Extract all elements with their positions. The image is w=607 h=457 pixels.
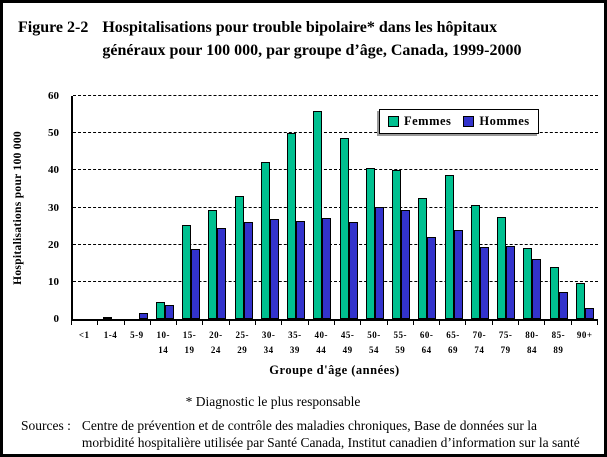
bar-femmes-15-19 xyxy=(182,225,191,319)
x-tick-label-70-74: 70- 74 xyxy=(472,330,487,355)
x-tick-label-50-54: 50- 54 xyxy=(367,330,381,355)
x-tick-label-15-19: 15- 19 xyxy=(182,330,197,355)
y-tick-label-60: 60 xyxy=(48,90,59,102)
bar-femmes-40-44 xyxy=(313,111,322,319)
bar-hommes-90+ xyxy=(585,308,594,319)
sources-label: Sources : xyxy=(21,418,71,433)
footnote: * Diagnostic le plus responsable xyxy=(185,394,361,409)
bar-group-30-34 xyxy=(257,162,283,319)
bar-group-40-44 xyxy=(309,111,335,319)
x-tick-90+ xyxy=(572,321,598,325)
y-tick-label-50: 50 xyxy=(48,127,59,140)
bar-hommes-15-19 xyxy=(191,249,200,319)
bar-femmes-1-4 xyxy=(103,317,112,319)
x-tick-label-55-59: 55- 59 xyxy=(393,330,408,355)
bar-group-65-69 xyxy=(441,175,467,319)
bar-group-<1 xyxy=(73,317,99,319)
x-tick-label-65-69: 65- 69 xyxy=(446,330,460,355)
bar-hommes-40-44 xyxy=(322,218,331,319)
bar-group-80-84 xyxy=(519,248,545,319)
x-tick-20-24 xyxy=(203,321,229,325)
x-tick-label-60-64: 60- 64 xyxy=(419,330,434,355)
bar-femmes-75-79 xyxy=(497,217,506,319)
sources-text: Centre de prévention et de contrôle des maladies chroniques, Base de données sur la morbidité hospitalière utilisée par Santé Canada, Institut canadien d’information sur la santé xyxy=(81,418,580,451)
figure-title-line-2: généraux pour 100 000, par groupe d’âge, Canada, 1999-2000 xyxy=(102,42,522,60)
x-tick-50-54 xyxy=(361,321,387,325)
bar-femmes-25-29 xyxy=(235,196,244,319)
bar-group-20-24 xyxy=(204,210,230,319)
bar-hommes-25-29 xyxy=(244,222,253,319)
x-tick-70-74 xyxy=(466,321,492,325)
bar-group-5-9 xyxy=(126,313,152,319)
bar-hommes-35-39 xyxy=(296,221,305,319)
title-block xyxy=(18,16,522,62)
x-tick-label-<1: <1 xyxy=(78,330,90,340)
legend-label-hommes: Hommes xyxy=(479,114,530,128)
x-tick-label-5-9: 5-9 xyxy=(130,330,144,340)
x-tick-<1 xyxy=(71,321,98,325)
figure-title-line-1: Hospitalisations pour trouble bipolaire* dans les hôpitaux xyxy=(102,19,498,36)
x-tick-label-40-44: 40- 44 xyxy=(314,330,329,355)
legend xyxy=(379,109,539,134)
legend-label-femmes: Femmes xyxy=(404,114,452,128)
legend-swatch-hommes xyxy=(463,116,474,127)
x-tick-label-75-79: 75- 79 xyxy=(498,330,513,355)
bar-hommes-55-59 xyxy=(401,210,410,319)
bar-hommes-80-84 xyxy=(532,259,541,319)
bar-group-15-19 xyxy=(178,225,204,319)
bar-group-1-4 xyxy=(99,317,125,319)
bar-femmes-35-39 xyxy=(287,133,296,319)
x-tick-label-1-4: 1-4 xyxy=(103,330,118,340)
bar-group-90+ xyxy=(572,283,598,319)
x-tick-label-20-24: 20- 24 xyxy=(209,330,223,355)
bar-femmes-20-24 xyxy=(208,210,217,319)
x-tick-5-9 xyxy=(125,321,151,325)
x-tick-label-90+: 90+ xyxy=(576,330,593,340)
x-tick-1-4 xyxy=(98,321,124,325)
x-axis-ticks xyxy=(71,321,598,325)
y-tick-label-0: 0 xyxy=(53,313,59,325)
x-tick-label-30-34: 30- 34 xyxy=(261,330,276,355)
x-tick-label-25-29: 25- 29 xyxy=(235,330,249,355)
bar-femmes-50-54 xyxy=(366,168,375,319)
bar-hommes-20-24 xyxy=(217,228,226,319)
bar-hommes-30-34 xyxy=(270,219,279,319)
bar-femmes-30-34 xyxy=(261,162,270,319)
x-tick-45-49 xyxy=(335,321,361,325)
bar-group-45-49 xyxy=(336,138,362,319)
bar-group-50-54 xyxy=(362,168,388,319)
plot-area xyxy=(48,90,598,325)
bar-hommes-75-79 xyxy=(506,246,515,319)
x-axis-title: Groupe d'âge (années) xyxy=(269,363,400,377)
sources-block xyxy=(21,417,582,452)
x-tick-35-39 xyxy=(282,321,308,325)
bar-hommes-85-89 xyxy=(559,292,568,320)
bar-hommes-65-69 xyxy=(454,230,463,319)
x-tick-80-84 xyxy=(519,321,545,325)
bar-group-35-39 xyxy=(283,133,309,319)
bar-group-75-79 xyxy=(493,217,519,319)
bar-femmes-70-74 xyxy=(471,205,480,319)
x-tick-65-69 xyxy=(440,321,466,325)
y-tick-label-20: 20 xyxy=(48,238,59,251)
bar-hommes-60-64 xyxy=(427,237,436,319)
y-tick-label-40: 40 xyxy=(48,164,59,177)
bar-group-85-89 xyxy=(546,267,572,319)
legend-item-hommes xyxy=(463,114,529,129)
bar-group-25-29 xyxy=(231,196,257,319)
bar-femmes-60-64 xyxy=(418,198,427,319)
x-tick-40-44 xyxy=(309,321,335,325)
bar-group-70-74 xyxy=(467,205,493,319)
bar-group-55-59 xyxy=(388,170,414,319)
bar-femmes-85-89 xyxy=(550,267,559,319)
bar-hommes-45-49 xyxy=(349,222,358,319)
bar-group-10-14 xyxy=(152,302,178,319)
bar-femmes-65-69 xyxy=(445,175,454,319)
x-tick-30-34 xyxy=(256,321,282,325)
bar-group-60-64 xyxy=(414,198,440,319)
x-tick-10-14 xyxy=(151,321,177,325)
y-axis-labels xyxy=(31,90,67,325)
bar-hommes-10-14 xyxy=(165,305,174,319)
bar-chart xyxy=(48,90,598,378)
bar-femmes-10-14 xyxy=(156,302,165,319)
figure-title xyxy=(102,16,521,62)
bar-femmes-55-59 xyxy=(392,170,401,319)
bar-hommes-70-74 xyxy=(480,247,489,319)
bar-femmes-90+ xyxy=(576,283,585,319)
bar-hommes-5-9 xyxy=(139,313,148,319)
x-tick-15-19 xyxy=(177,321,203,325)
x-tick-25-29 xyxy=(230,321,256,325)
x-tick-60-64 xyxy=(414,321,440,325)
y-tick-label-10: 10 xyxy=(48,275,59,288)
figure-label: Figure 2-2 xyxy=(18,19,89,36)
y-axis-title: Hospitalisations pour 100 000 xyxy=(12,130,24,285)
x-tick-label-80-84: 80- 84 xyxy=(525,330,539,355)
x-tick-55-59 xyxy=(388,321,414,325)
x-axis-labels xyxy=(71,328,598,358)
bar-femmes-80-84 xyxy=(523,248,532,319)
x-tick-75-79 xyxy=(493,321,519,325)
x-tick-label-35-39: 35- 39 xyxy=(288,330,302,355)
x-tick-label-85-89: 85- 89 xyxy=(551,330,566,355)
legend-swatch-femmes xyxy=(388,116,399,127)
x-tick-85-89 xyxy=(545,321,571,325)
x-tick-label-10-14: 10- 14 xyxy=(156,330,170,355)
bar-hommes-50-54 xyxy=(375,207,384,319)
x-tick-label-45-49: 45- 49 xyxy=(340,330,355,355)
y-tick-label-30: 30 xyxy=(48,201,59,214)
legend-item-femmes xyxy=(388,114,451,129)
bar-femmes-45-49 xyxy=(340,138,349,319)
